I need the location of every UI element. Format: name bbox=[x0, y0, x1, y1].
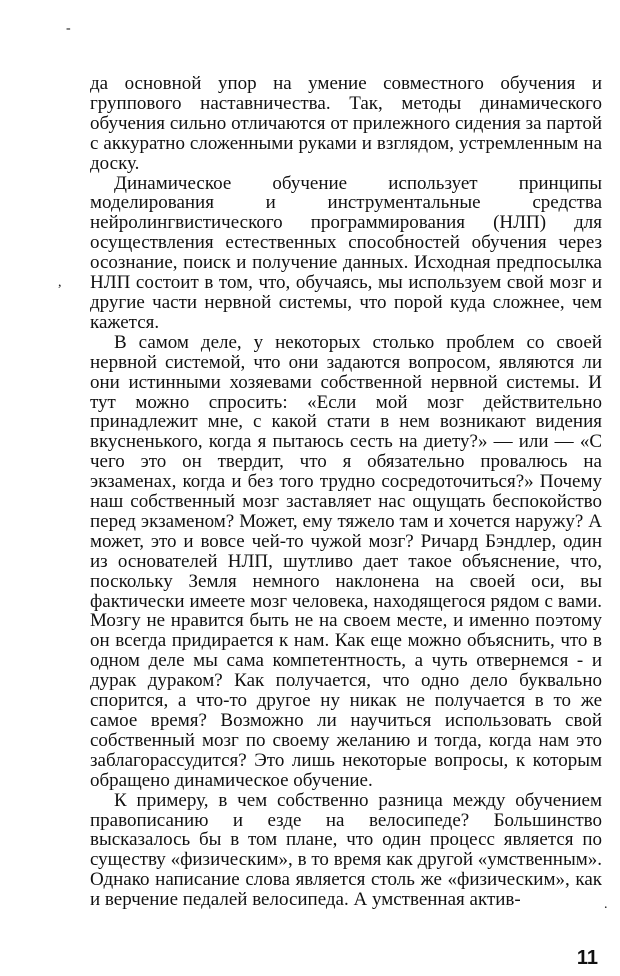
page-number: 11 bbox=[576, 947, 598, 969]
scan-mark-top: - bbox=[66, 21, 71, 36]
paragraph-1: да основной упор на умение совместного обучения и группового наставничества. Так, методы динамического обучения сильно отличаются от прилежного сидения за партой с аккуратно сложенными руками и взглядом, устремленным на доску. bbox=[90, 73, 602, 174]
paragraph-4: К примеру, в чем собственно разница между обучением правописанию и езде на велосипеде? Большинство высказалось бы в том плане, что один процесс является по существу «физическим», в то время как другой «умственным». Однако написание слова является столь же «физическим», как и верчение педалей велосипеда. А умственная актив- bbox=[90, 789, 602, 911]
paragraph-3: В самом деле, у некоторых столько проблем со своей нервной системой, что они задаются вопросом, являются ли они истинными хозяевами собственной нервной системы. И тут можно спросить: «Если мой мозг действительно принадлежит мне, с какой стати в нем возникают видения вкусненького, когда я пытаюсь сесть на диету?» — или — «С чего это он твердит, что я обязательно провалюсь на экзаменах, когда и без того трудно сосредоточиться?» Почему наш собственный мозг заставляет нас ощущать беспокойство перед экзаменом? Может, ему тяжело там и хочется наружу? А может, это и вовсе чей-то чужой мозг? Ричард Бэндлер, один из основателей НЛП, шутливо дает такое объяснение, что, поскольку Земля немного наклонена на своей оси, вы фактически имеете мозг человека, находящегося рядом с вами. Мозгу не нравится быть не на своем месте, и именно поэтому он всегда придирается к нам. Как еще можно объяснить, что в одном деле мы сама компетентность, а чуть отвернемся - и дурак дураком? Как получается, что одно дело буквально спорится, а что-то другое ну никак не получается в то же самое время? Возможно ли научиться использовать свой собственный мозг по своему желанию и тогда, когда нам это заблагорассудится? Это лишь некоторые вопросы, к которым обращено динамическое обучение. bbox=[90, 331, 602, 791]
paragraph-2: Динамическое обучение использует принципы моделирования и инструментальные средства нейролингвистического программирования (НЛП) для осуществления естественных способностей обучения через осознание, поиск и получение данных. Исходная предпосылка НЛП состоит в том, что, обучаясь, мы используем свой мозг и другие части нервной системы, что порой куда сложнее, чем кажется. bbox=[90, 172, 602, 333]
scan-mark-right: . bbox=[604, 897, 608, 912]
body-text bbox=[90, 74, 602, 910]
scan-mark-left: , bbox=[58, 275, 62, 290]
